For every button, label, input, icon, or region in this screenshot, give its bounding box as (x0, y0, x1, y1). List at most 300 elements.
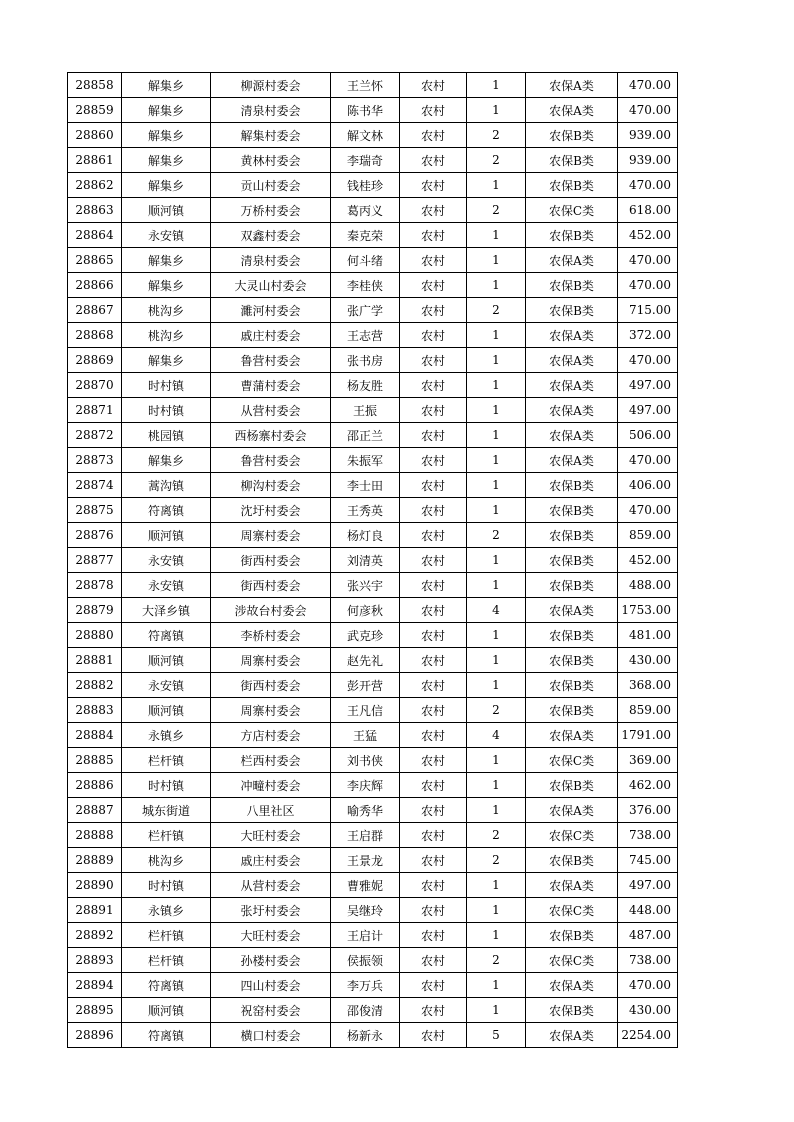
residence-type-cell: 农村 (400, 323, 467, 348)
residence-type-cell: 农村 (400, 773, 467, 798)
table-row (68, 123, 678, 148)
township-cell: 蒿沟镇 (122, 473, 211, 498)
amount-cell: 738.00 (618, 823, 678, 848)
household-size-cell: 4 (467, 723, 526, 748)
household-size-cell: 1 (467, 973, 526, 998)
township-cell: 解集乡 (122, 123, 211, 148)
residence-type-cell: 农村 (400, 798, 467, 823)
person-name-cell: 刘清英 (331, 548, 400, 573)
person-name-cell: 李万兵 (331, 973, 400, 998)
household-size-cell: 1 (467, 73, 526, 98)
township-cell: 顺河镇 (122, 198, 211, 223)
person-name-cell: 王猛 (331, 723, 400, 748)
table-row (68, 498, 678, 523)
amount-cell: 497.00 (618, 398, 678, 423)
person-name-cell: 张兴宇 (331, 573, 400, 598)
household-size-cell: 1 (467, 248, 526, 273)
insurance-category-cell: 农保A类 (526, 598, 618, 623)
residence-type-cell: 农村 (400, 673, 467, 698)
record-number-cell: 28876 (68, 523, 122, 548)
insurance-category-cell: 农保A类 (526, 73, 618, 98)
township-cell: 时村镇 (122, 398, 211, 423)
table-row (68, 523, 678, 548)
table-row (68, 348, 678, 373)
residence-type-cell: 农村 (400, 273, 467, 298)
record-number-cell: 28861 (68, 148, 122, 173)
amount-cell: 497.00 (618, 373, 678, 398)
township-cell: 解集乡 (122, 448, 211, 473)
table-row (68, 723, 678, 748)
village-committee-cell: 清泉村委会 (211, 98, 331, 123)
household-size-cell: 1 (467, 798, 526, 823)
insurance-category-cell: 农保B类 (526, 223, 618, 248)
person-name-cell: 钱桂珍 (331, 173, 400, 198)
village-committee-cell: 街西村委会 (211, 548, 331, 573)
table-row (68, 673, 678, 698)
household-size-cell: 1 (467, 398, 526, 423)
village-committee-cell: 黄林村委会 (211, 148, 331, 173)
record-number-cell: 28882 (68, 673, 122, 698)
person-name-cell: 陈书华 (331, 98, 400, 123)
record-number-cell: 28887 (68, 798, 122, 823)
record-number-cell: 28889 (68, 848, 122, 873)
village-committee-cell: 万桥村委会 (211, 198, 331, 223)
township-cell: 桃沟乡 (122, 298, 211, 323)
residence-type-cell: 农村 (400, 198, 467, 223)
record-number-cell: 28879 (68, 598, 122, 623)
household-size-cell: 1 (467, 373, 526, 398)
amount-cell: 738.00 (618, 948, 678, 973)
record-number-cell: 28890 (68, 873, 122, 898)
table-row (68, 323, 678, 348)
household-size-cell: 2 (467, 823, 526, 848)
township-cell: 顺河镇 (122, 523, 211, 548)
village-committee-cell: 四山村委会 (211, 973, 331, 998)
insurance-category-cell: 农保A类 (526, 873, 618, 898)
insurance-category-cell: 农保A类 (526, 423, 618, 448)
insurance-category-cell: 农保B类 (526, 573, 618, 598)
township-cell: 永安镇 (122, 223, 211, 248)
village-committee-cell: 祝窑村委会 (211, 998, 331, 1023)
amount-cell: 939.00 (618, 123, 678, 148)
insurance-category-cell: 农保B类 (526, 148, 618, 173)
amount-cell: 369.00 (618, 748, 678, 773)
insurance-category-cell: 农保A类 (526, 398, 618, 423)
record-number-cell: 28886 (68, 773, 122, 798)
residence-type-cell: 农村 (400, 973, 467, 998)
record-number-cell: 28872 (68, 423, 122, 448)
amount-cell: 859.00 (618, 523, 678, 548)
table-row (68, 623, 678, 648)
record-number-cell: 28878 (68, 573, 122, 598)
household-size-cell: 1 (467, 473, 526, 498)
amount-cell: 470.00 (618, 448, 678, 473)
household-size-cell: 1 (467, 348, 526, 373)
residence-type-cell: 农村 (400, 623, 467, 648)
township-cell: 城东街道 (122, 798, 211, 823)
village-committee-cell: 柳沟村委会 (211, 473, 331, 498)
amount-cell: 470.00 (618, 348, 678, 373)
table-row (68, 798, 678, 823)
amount-cell: 470.00 (618, 973, 678, 998)
record-number-cell: 28859 (68, 98, 122, 123)
table-row (68, 848, 678, 873)
village-committee-cell: 西杨寨村委会 (211, 423, 331, 448)
township-cell: 栏杆镇 (122, 948, 211, 973)
person-name-cell: 朱振军 (331, 448, 400, 473)
amount-cell: 406.00 (618, 473, 678, 498)
township-cell: 时村镇 (122, 373, 211, 398)
insurance-category-cell: 农保B类 (526, 173, 618, 198)
township-cell: 桃园镇 (122, 423, 211, 448)
village-committee-cell: 街西村委会 (211, 573, 331, 598)
household-size-cell: 1 (467, 423, 526, 448)
residence-type-cell: 农村 (400, 498, 467, 523)
insurance-category-cell: 农保B类 (526, 123, 618, 148)
amount-cell: 470.00 (618, 73, 678, 98)
residence-type-cell: 农村 (400, 523, 467, 548)
household-size-cell: 1 (467, 548, 526, 573)
amount-cell: 481.00 (618, 623, 678, 648)
household-size-cell: 1 (467, 573, 526, 598)
residence-type-cell: 农村 (400, 148, 467, 173)
insurance-category-cell: 农保A类 (526, 248, 618, 273)
township-cell: 解集乡 (122, 273, 211, 298)
table-row (68, 173, 678, 198)
township-cell: 时村镇 (122, 873, 211, 898)
insurance-category-cell: 农保A类 (526, 973, 618, 998)
village-committee-cell: 张圩村委会 (211, 898, 331, 923)
amount-cell: 470.00 (618, 173, 678, 198)
residence-type-cell: 农村 (400, 873, 467, 898)
village-committee-cell: 从营村委会 (211, 873, 331, 898)
record-number-cell: 28891 (68, 898, 122, 923)
residence-type-cell: 农村 (400, 473, 467, 498)
record-number-cell: 28884 (68, 723, 122, 748)
table-row (68, 98, 678, 123)
record-number-cell: 28873 (68, 448, 122, 473)
record-number-cell: 28868 (68, 323, 122, 348)
amount-cell: 430.00 (618, 648, 678, 673)
residence-type-cell: 农村 (400, 548, 467, 573)
record-number-cell: 28858 (68, 73, 122, 98)
person-name-cell: 杨灯良 (331, 523, 400, 548)
residence-type-cell: 农村 (400, 398, 467, 423)
person-name-cell: 王秀英 (331, 498, 400, 523)
amount-cell: 618.00 (618, 198, 678, 223)
household-size-cell: 1 (467, 173, 526, 198)
insurance-category-cell: 农保B类 (526, 273, 618, 298)
residence-type-cell: 农村 (400, 948, 467, 973)
township-cell: 解集乡 (122, 148, 211, 173)
person-name-cell: 吴继玲 (331, 898, 400, 923)
table-row (68, 773, 678, 798)
person-name-cell: 何彦秋 (331, 598, 400, 623)
insurance-category-cell: 农保B类 (526, 473, 618, 498)
amount-cell: 1753.00 (618, 598, 678, 623)
residence-type-cell: 农村 (400, 648, 467, 673)
household-size-cell: 1 (467, 998, 526, 1023)
table-row (68, 998, 678, 1023)
village-committee-cell: 贡山村委会 (211, 173, 331, 198)
record-number-cell: 28896 (68, 1023, 122, 1048)
table-body (68, 73, 678, 1048)
village-committee-cell: 方店村委会 (211, 723, 331, 748)
residence-type-cell: 农村 (400, 848, 467, 873)
household-size-cell: 1 (467, 273, 526, 298)
village-committee-cell: 八里社区 (211, 798, 331, 823)
amount-cell: 488.00 (618, 573, 678, 598)
residence-type-cell: 农村 (400, 1023, 467, 1048)
village-committee-cell: 濉河村委会 (211, 298, 331, 323)
amount-cell: 462.00 (618, 773, 678, 798)
insurance-category-cell: 农保A类 (526, 348, 618, 373)
person-name-cell: 刘书侠 (331, 748, 400, 773)
record-number-cell: 28874 (68, 473, 122, 498)
person-name-cell: 曹雅妮 (331, 873, 400, 898)
household-size-cell: 2 (467, 523, 526, 548)
residence-type-cell: 农村 (400, 448, 467, 473)
insurance-category-cell: 农保A类 (526, 373, 618, 398)
person-name-cell: 张书房 (331, 348, 400, 373)
amount-cell: 859.00 (618, 698, 678, 723)
residence-type-cell: 农村 (400, 223, 467, 248)
household-size-cell: 1 (467, 323, 526, 348)
person-name-cell: 王兰怀 (331, 73, 400, 98)
table-row (68, 573, 678, 598)
insurance-category-cell: 农保B类 (526, 298, 618, 323)
record-number-cell: 28885 (68, 748, 122, 773)
person-name-cell: 李庆辉 (331, 773, 400, 798)
township-cell: 解集乡 (122, 248, 211, 273)
township-cell: 符离镇 (122, 498, 211, 523)
insurance-category-cell: 农保A类 (526, 798, 618, 823)
residence-type-cell: 农村 (400, 298, 467, 323)
village-committee-cell: 李桥村委会 (211, 623, 331, 648)
record-number-cell: 28870 (68, 373, 122, 398)
township-cell: 桃沟乡 (122, 323, 211, 348)
household-size-cell: 2 (467, 698, 526, 723)
residence-type-cell: 农村 (400, 348, 467, 373)
village-committee-cell: 鲁营村委会 (211, 448, 331, 473)
amount-cell: 452.00 (618, 548, 678, 573)
amount-cell: 506.00 (618, 423, 678, 448)
record-number-cell: 28881 (68, 648, 122, 673)
amount-cell: 470.00 (618, 498, 678, 523)
table-row (68, 948, 678, 973)
household-size-cell: 1 (467, 748, 526, 773)
insurance-category-cell: 农保C类 (526, 198, 618, 223)
table-row (68, 298, 678, 323)
insurance-category-cell: 农保B类 (526, 923, 618, 948)
person-name-cell: 李瑞奇 (331, 148, 400, 173)
amount-cell: 448.00 (618, 898, 678, 923)
township-cell: 解集乡 (122, 348, 211, 373)
household-size-cell: 2 (467, 948, 526, 973)
township-cell: 解集乡 (122, 173, 211, 198)
person-name-cell: 张广学 (331, 298, 400, 323)
township-cell: 解集乡 (122, 98, 211, 123)
household-size-cell: 2 (467, 298, 526, 323)
household-size-cell: 5 (467, 1023, 526, 1048)
village-committee-cell: 栏西村委会 (211, 748, 331, 773)
amount-cell: 470.00 (618, 98, 678, 123)
village-committee-cell: 沈圩村委会 (211, 498, 331, 523)
table-row (68, 373, 678, 398)
table-row (68, 73, 678, 98)
household-size-cell: 1 (467, 223, 526, 248)
table-row (68, 198, 678, 223)
village-committee-cell: 从营村委会 (211, 398, 331, 423)
insurance-category-cell: 农保C类 (526, 948, 618, 973)
record-number-cell: 28860 (68, 123, 122, 148)
residence-type-cell: 农村 (400, 373, 467, 398)
record-number-cell: 28866 (68, 273, 122, 298)
amount-cell: 376.00 (618, 798, 678, 823)
person-name-cell: 侯振领 (331, 948, 400, 973)
insurance-category-cell: 农保B类 (526, 648, 618, 673)
record-number-cell: 28888 (68, 823, 122, 848)
village-committee-cell: 周寨村委会 (211, 698, 331, 723)
table-row (68, 473, 678, 498)
amount-cell: 452.00 (618, 223, 678, 248)
insurance-category-cell: 农保B类 (526, 548, 618, 573)
table-row (68, 898, 678, 923)
insurance-category-cell: 农保B类 (526, 623, 618, 648)
village-committee-cell: 戚庄村委会 (211, 323, 331, 348)
township-cell: 栏杆镇 (122, 748, 211, 773)
residence-type-cell: 农村 (400, 73, 467, 98)
household-size-cell: 2 (467, 198, 526, 223)
township-cell: 符离镇 (122, 1023, 211, 1048)
residence-type-cell: 农村 (400, 423, 467, 448)
household-size-cell: 4 (467, 598, 526, 623)
insurance-category-cell: 农保B类 (526, 848, 618, 873)
amount-cell: 487.00 (618, 923, 678, 948)
residence-type-cell: 农村 (400, 248, 467, 273)
insurance-category-cell: 农保B类 (526, 773, 618, 798)
person-name-cell: 杨新永 (331, 1023, 400, 1048)
table-row (68, 398, 678, 423)
record-number-cell: 28892 (68, 923, 122, 948)
person-name-cell: 杨友胜 (331, 373, 400, 398)
record-number-cell: 28877 (68, 548, 122, 573)
amount-cell: 745.00 (618, 848, 678, 873)
person-name-cell: 赵先礼 (331, 648, 400, 673)
table-row (68, 448, 678, 473)
township-cell: 顺河镇 (122, 998, 211, 1023)
record-number-cell: 28864 (68, 223, 122, 248)
amount-cell: 939.00 (618, 148, 678, 173)
household-size-cell: 2 (467, 848, 526, 873)
township-cell: 永安镇 (122, 673, 211, 698)
household-size-cell: 1 (467, 873, 526, 898)
person-name-cell: 何斗绪 (331, 248, 400, 273)
person-name-cell: 葛丙义 (331, 198, 400, 223)
residence-type-cell: 农村 (400, 898, 467, 923)
amount-cell: 2254.00 (618, 1023, 678, 1048)
record-number-cell: 28875 (68, 498, 122, 523)
relief-roster-table (67, 72, 678, 1048)
amount-cell: 715.00 (618, 298, 678, 323)
insurance-category-cell: 农保B类 (526, 698, 618, 723)
village-committee-cell: 大灵山村委会 (211, 273, 331, 298)
person-name-cell: 李士田 (331, 473, 400, 498)
township-cell: 顺河镇 (122, 698, 211, 723)
township-cell: 栏杆镇 (122, 923, 211, 948)
person-name-cell: 王振 (331, 398, 400, 423)
amount-cell: 430.00 (618, 998, 678, 1023)
household-size-cell: 1 (467, 648, 526, 673)
township-cell: 永镇乡 (122, 898, 211, 923)
village-committee-cell: 孙楼村委会 (211, 948, 331, 973)
household-size-cell: 1 (467, 448, 526, 473)
residence-type-cell: 农村 (400, 698, 467, 723)
amount-cell: 1791.00 (618, 723, 678, 748)
table-row (68, 823, 678, 848)
table-row (68, 923, 678, 948)
residence-type-cell: 农村 (400, 598, 467, 623)
record-number-cell: 28894 (68, 973, 122, 998)
table-row (68, 1023, 678, 1048)
village-committee-cell: 鲁营村委会 (211, 348, 331, 373)
amount-cell: 368.00 (618, 673, 678, 698)
insurance-category-cell: 农保A类 (526, 323, 618, 348)
table-row (68, 748, 678, 773)
table-row (68, 273, 678, 298)
residence-type-cell: 农村 (400, 823, 467, 848)
record-number-cell: 28883 (68, 698, 122, 723)
table-row (68, 873, 678, 898)
village-committee-cell: 大旺村委会 (211, 923, 331, 948)
person-name-cell: 秦克荣 (331, 223, 400, 248)
insurance-category-cell: 农保A类 (526, 1023, 618, 1048)
insurance-category-cell: 农保C类 (526, 823, 618, 848)
record-number-cell: 28895 (68, 998, 122, 1023)
record-number-cell: 28862 (68, 173, 122, 198)
township-cell: 永安镇 (122, 573, 211, 598)
amount-cell: 372.00 (618, 323, 678, 348)
record-number-cell: 28863 (68, 198, 122, 223)
village-committee-cell: 大旺村委会 (211, 823, 331, 848)
table-row (68, 648, 678, 673)
record-number-cell: 28880 (68, 623, 122, 648)
table-row (68, 548, 678, 573)
township-cell: 符离镇 (122, 973, 211, 998)
table-row (68, 973, 678, 998)
record-number-cell: 28871 (68, 398, 122, 423)
record-number-cell: 28869 (68, 348, 122, 373)
township-cell: 符离镇 (122, 623, 211, 648)
insurance-category-cell: 农保B类 (526, 498, 618, 523)
township-cell: 大泽乡镇 (122, 598, 211, 623)
person-name-cell: 喻秀华 (331, 798, 400, 823)
household-size-cell: 1 (467, 98, 526, 123)
household-size-cell: 1 (467, 623, 526, 648)
person-name-cell: 王启计 (331, 923, 400, 948)
household-size-cell: 2 (467, 123, 526, 148)
table-row (68, 248, 678, 273)
household-size-cell: 2 (467, 148, 526, 173)
insurance-category-cell: 农保B类 (526, 998, 618, 1023)
village-committee-cell: 横口村委会 (211, 1023, 331, 1048)
township-cell: 解集乡 (122, 73, 211, 98)
insurance-category-cell: 农保B类 (526, 673, 618, 698)
insurance-category-cell: 农保B类 (526, 523, 618, 548)
village-committee-cell: 戚庄村委会 (211, 848, 331, 873)
person-name-cell: 彭开营 (331, 673, 400, 698)
village-committee-cell: 解集村委会 (211, 123, 331, 148)
